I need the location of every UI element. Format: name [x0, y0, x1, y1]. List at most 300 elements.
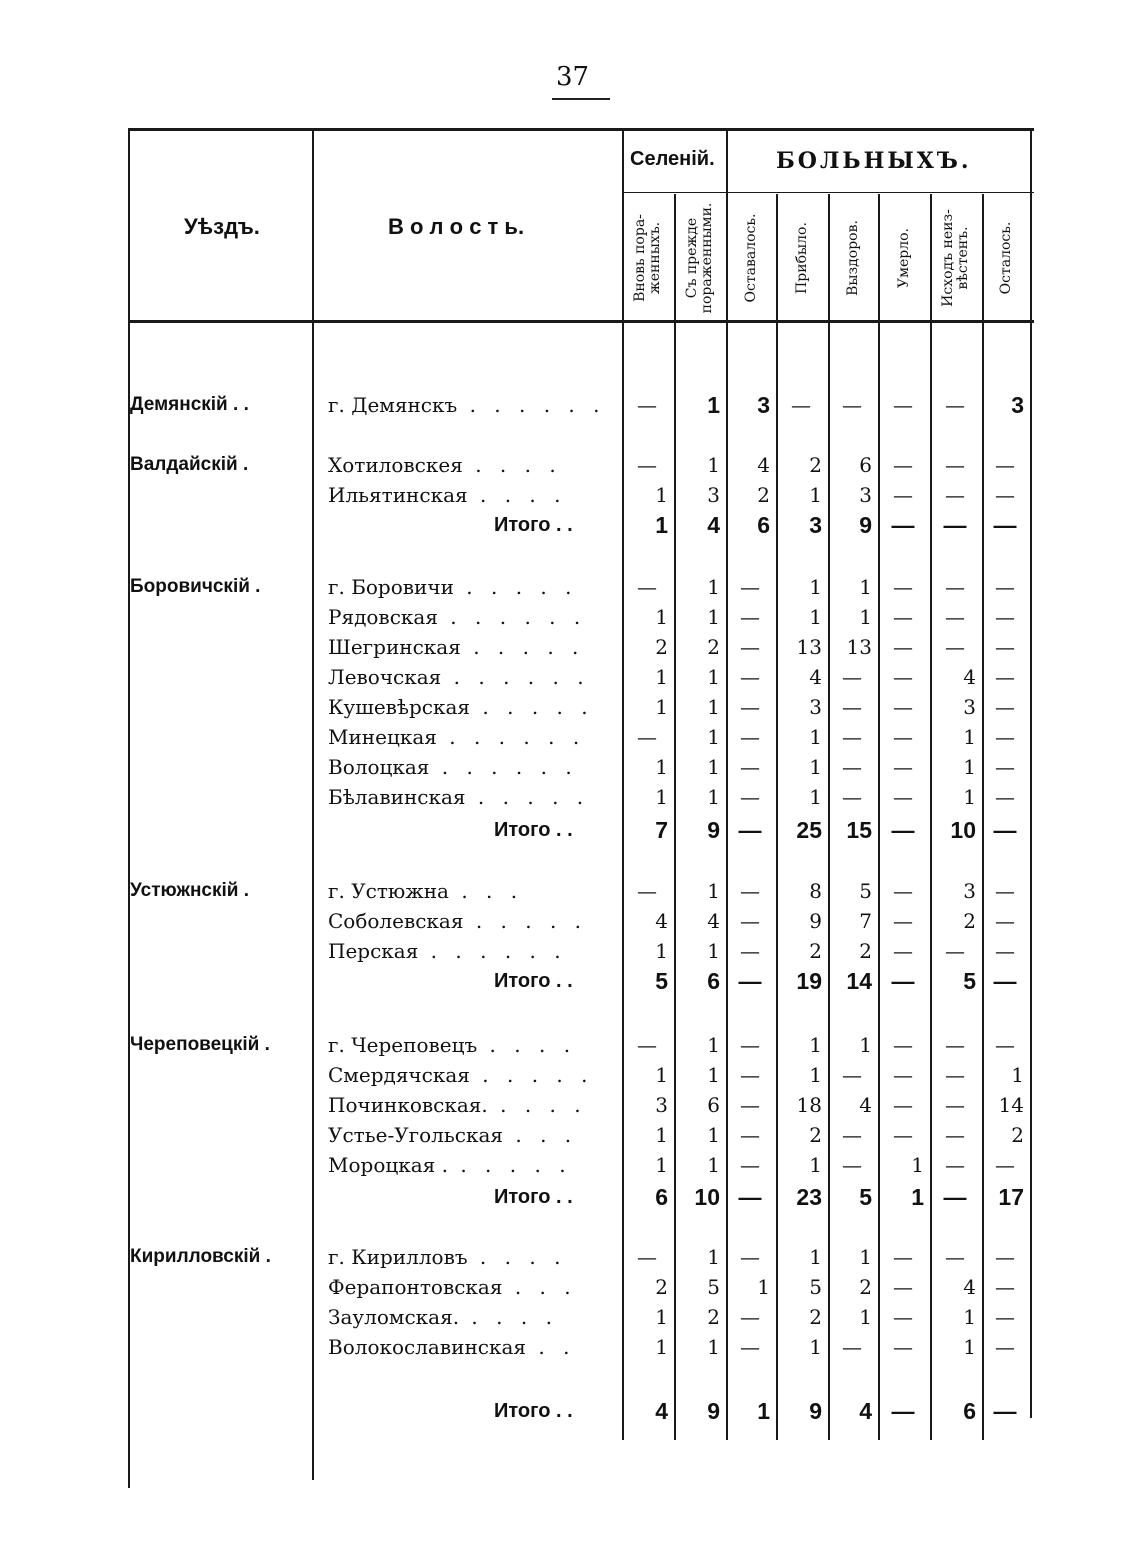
leader-dots: . . . . . . — [429, 755, 578, 779]
volost-name: Зауломская. — [328, 1305, 460, 1329]
table-cell-6: — — [893, 483, 913, 507]
total-cell-4: 9 — [809, 1398, 822, 1424]
total-cell-1: 6 — [655, 1184, 668, 1210]
total-cell-2: 9 — [707, 817, 720, 843]
total-cell-1: 4 — [655, 1398, 668, 1424]
table-cell-6: — — [893, 939, 913, 963]
table-cell-7: 1 — [963, 725, 976, 749]
table-cell-6: — — [893, 575, 913, 599]
table-cell-5: — — [842, 785, 862, 809]
col-sep-1 — [674, 194, 676, 1440]
total-cell-4: 19 — [796, 968, 822, 994]
table-cell-8: — — [995, 483, 1015, 507]
volost-name: г. Боровичи — [328, 575, 454, 599]
volost-name: Волоцкая — [328, 755, 430, 779]
table-cell-7: 2 — [963, 909, 976, 933]
table-cell-7: — — [945, 1123, 965, 1147]
total-cell-6: 1 — [911, 1184, 924, 1210]
table-cell-6: — — [893, 1093, 913, 1117]
table-cell-6: — — [893, 1335, 913, 1359]
volost-name: Починковская. — [328, 1093, 488, 1117]
total-cell-5: 4 — [859, 1398, 872, 1424]
leader-dots: . . . . . — [463, 909, 588, 933]
col-sep-volost — [622, 130, 624, 1440]
table-cell-7: — — [945, 575, 965, 599]
total-cell-6: — — [891, 1398, 915, 1424]
table-cell-8: — — [995, 1033, 1015, 1057]
table-cell-8: — — [995, 635, 1015, 659]
table-cell-8: — — [995, 1153, 1015, 1177]
leader-dots: . . . . . . — [441, 665, 590, 689]
table-cell-4: 4 — [809, 665, 822, 689]
table-cell-6: — — [893, 1245, 913, 1269]
table-cell-7: 1 — [963, 785, 976, 809]
subheader-5: Выздоров. — [844, 220, 861, 296]
volost-cell — [328, 906, 608, 936]
table-cell-4: 1 — [809, 483, 822, 507]
total-cell-8: — — [993, 817, 1017, 843]
table-cell-3: — — [740, 1093, 760, 1117]
table-cell-6: 1 — [911, 1153, 924, 1177]
total-cell-6: — — [891, 817, 915, 843]
table-cell-6: — — [893, 1275, 913, 1299]
total-cell-5: 9 — [859, 512, 872, 538]
table-cell-1: 1 — [655, 1063, 668, 1087]
table-cell-6: — — [893, 909, 913, 933]
col-sep-7 — [982, 194, 984, 1440]
subheader-8: Осталось. — [997, 221, 1014, 295]
volost-cell — [328, 632, 608, 662]
table-cell-8: — — [995, 665, 1015, 689]
table-cell-1: 2 — [655, 1275, 668, 1299]
col-sep-6 — [930, 194, 932, 1440]
table-cell-8: — — [995, 879, 1015, 903]
volost-name: г. Череповецъ — [328, 1033, 478, 1057]
table-cell-8: 2 — [1011, 1123, 1024, 1147]
table-cell-1: 2 — [655, 635, 668, 659]
total-cell-2: 6 — [707, 968, 720, 994]
volost-cell — [328, 1120, 608, 1150]
table-cell-7: — — [945, 393, 965, 417]
table-cell-4: 2 — [809, 453, 822, 477]
table-cell-1: 4 — [655, 909, 668, 933]
col-sep-uezd — [312, 130, 314, 1480]
table-cell-7: 1 — [963, 1305, 976, 1329]
table-cell-1: 1 — [655, 483, 668, 507]
table-cell-3: — — [740, 879, 760, 903]
table-cell-5: 6 — [859, 453, 872, 477]
col-sep-3 — [776, 194, 778, 1440]
table-cell-5: 13 — [846, 635, 872, 659]
total-cell-7: — — [943, 512, 967, 538]
volost-name: Минецкая — [328, 725, 437, 749]
table-cell-4: 2 — [809, 939, 822, 963]
table-cell-5: — — [842, 725, 862, 749]
page-number: 37 — [555, 62, 590, 92]
table-cell-7: — — [945, 939, 965, 963]
volost-name: г. Устюжна — [328, 879, 449, 903]
table-cell-3: — — [740, 1153, 760, 1177]
table-cell-6: — — [893, 1063, 913, 1087]
volost-cell — [328, 572, 608, 602]
table-cell-3: — — [740, 1335, 760, 1359]
leader-dots: . . . . — [459, 1305, 558, 1329]
table-cell-2: 1 — [707, 1063, 720, 1087]
table-cell-3: — — [740, 575, 760, 599]
table-cell-2: 1 — [707, 575, 720, 599]
table-cell-1: 1 — [655, 605, 668, 629]
table-cell-8: — — [995, 909, 1015, 933]
subheader-rule — [622, 192, 1034, 193]
col-sep-2 — [726, 130, 728, 1440]
table-cell-3: — — [740, 725, 760, 749]
table-cell-2: 4 — [707, 909, 720, 933]
table-cell-5: — — [842, 1153, 862, 1177]
table-cell-5: 1 — [859, 605, 872, 629]
table-cell-7: 4 — [963, 665, 976, 689]
table-cell-1: 1 — [655, 1305, 668, 1329]
total-cell-1: 7 — [655, 817, 668, 843]
table-cell-6: — — [893, 755, 913, 779]
total-cell-8: — — [993, 968, 1017, 994]
volost-name: Рядовская — [328, 605, 438, 629]
table-cell-4: 5 — [809, 1275, 822, 1299]
table-cell-8: — — [995, 453, 1015, 477]
table-cell-1: 1 — [655, 1335, 668, 1359]
table-cell-3: 4 — [757, 453, 770, 477]
table-cell-1: 1 — [655, 755, 668, 779]
table-cell-8: — — [995, 1335, 1015, 1359]
table-cell-7: 3 — [963, 695, 976, 719]
right-border — [1030, 128, 1032, 1418]
leader-dots: . . . . — [467, 1245, 567, 1269]
table-cell-7: — — [945, 605, 965, 629]
table-cell-6: — — [893, 695, 913, 719]
table-cell-1: 1 — [655, 785, 668, 809]
table-cell-8: — — [995, 1305, 1015, 1329]
uezd-name: Боровичскій . — [130, 576, 261, 597]
volost-cell — [328, 1060, 608, 1090]
header-volost: В о л о с т ь. — [388, 214, 525, 239]
table-cell-3: 2 — [757, 483, 770, 507]
leader-dots: . . . . . — [470, 695, 594, 719]
table-cell-5: — — [842, 1123, 862, 1147]
leader-dots: . . . . — [462, 453, 562, 477]
subheader-2: Съ прежде пораженными. — [684, 202, 715, 314]
table-cell-4: 9 — [809, 909, 822, 933]
table-cell-2: 5 — [707, 1275, 720, 1299]
header-uezd: Уѣздъ. — [184, 214, 260, 239]
table-cell-2: 1 — [707, 1123, 720, 1147]
total-cell-4: 23 — [796, 1184, 822, 1210]
table-cell-5: — — [842, 1063, 862, 1087]
table-cell-3: — — [740, 695, 760, 719]
table-cell-4: 1 — [809, 785, 822, 809]
table-cell-1: — — [637, 575, 657, 599]
total-cell-5: 14 — [846, 968, 872, 994]
table-cell-5: — — [842, 665, 862, 689]
total-cell-6: — — [891, 512, 915, 538]
total-cell-2: 10 — [694, 1184, 720, 1210]
table-cell-7: — — [945, 1093, 965, 1117]
header-bottom-rule — [128, 320, 1034, 323]
total-cell-3: — — [738, 817, 762, 843]
table-cell-7: — — [945, 635, 965, 659]
table-cell-8: — — [995, 605, 1015, 629]
total-cell-1: 1 — [655, 512, 668, 538]
subheader-4: Прибыло. — [793, 222, 810, 294]
leader-dots: . . . — [448, 879, 524, 903]
total-cell-2: 9 — [707, 1398, 720, 1424]
table-cell-1: — — [637, 879, 657, 903]
table-cell-8: — — [995, 1275, 1015, 1299]
table-cell-6: — — [893, 635, 913, 659]
table-cell-4: 2 — [809, 1123, 822, 1147]
table-cell-5: 5 — [859, 879, 872, 903]
total-cell-8: 17 — [998, 1184, 1024, 1210]
left-border — [128, 128, 130, 1488]
table-cell-4: 2 — [809, 1305, 822, 1329]
table-cell-1: 3 — [655, 1093, 668, 1117]
table-cell-1: — — [637, 453, 657, 477]
table-cell-4: 8 — [809, 879, 822, 903]
uezd-name: Череповецкій . — [130, 1034, 270, 1055]
table-cell-4: 1 — [809, 575, 822, 599]
leader-dots: . . . — [502, 1275, 577, 1299]
table-cell-3: — — [740, 1123, 760, 1147]
table-cell-5: 2 — [859, 1275, 872, 1299]
volost-name: Мороцкая . — [328, 1153, 448, 1177]
volost-cell — [328, 1090, 608, 1120]
table-cell-8: — — [995, 575, 1015, 599]
leader-dots: . . . . — [467, 483, 567, 507]
subheader-6: Умерло. — [895, 227, 912, 289]
itogo-label: Итого . . — [494, 1186, 573, 1208]
total-cell-4: 25 — [796, 817, 822, 843]
table-cell-2: 1 — [707, 939, 720, 963]
leader-dots: . . . . . — [469, 1063, 594, 1087]
volost-name: Ильятинская — [328, 483, 468, 507]
table-cell-8: — — [995, 755, 1015, 779]
table-cell-8: — — [995, 939, 1015, 963]
table-cell-2: 1 — [707, 755, 720, 779]
volost-cell — [328, 1302, 608, 1332]
volost-cell — [328, 936, 608, 966]
total-cell-3: 1 — [757, 1398, 770, 1424]
table-cell-4: 1 — [809, 1153, 822, 1177]
uezd-name: Демянскій . . — [130, 394, 249, 415]
volost-cell — [328, 752, 608, 782]
table-cell-6: — — [893, 453, 913, 477]
table-cell-5: 1 — [859, 575, 872, 599]
total-cell-1: 5 — [655, 968, 668, 994]
col-sep-5 — [878, 194, 880, 1440]
table-cell-5: 1 — [859, 1305, 872, 1329]
volost-name: г. Кирилловъ — [328, 1245, 468, 1269]
table-cell-2: 1 — [707, 1245, 720, 1269]
table-cell-7: — — [945, 453, 965, 477]
table-cell-2: 3 — [707, 483, 720, 507]
uezd-name: Кирилловскій . — [130, 1246, 271, 1267]
total-cell-5: 15 — [846, 817, 872, 843]
table-cell-8: — — [995, 1245, 1015, 1269]
table-cell-8: 3 — [1011, 392, 1024, 418]
table-cell-4: 1 — [809, 1245, 822, 1269]
table-cell-3: — — [740, 635, 760, 659]
itogo-label: Итого . . — [494, 970, 573, 992]
table-cell-6: — — [893, 725, 913, 749]
header-bolnykh: БОЛЬНЫХЪ. — [776, 148, 972, 174]
table-cell-1: — — [637, 1033, 657, 1057]
leader-dots: . . — [526, 1335, 576, 1359]
table-cell-5: — — [842, 695, 862, 719]
volost-cell — [328, 1272, 608, 1302]
volost-cell — [328, 662, 608, 692]
table-cell-2: 1 — [707, 1033, 720, 1057]
subheader-3: Оставалось. — [742, 213, 759, 303]
volost-name: Волокославинская — [328, 1335, 527, 1359]
table-cell-4: 1 — [809, 605, 822, 629]
leader-dots: . . . . . . — [457, 393, 606, 417]
table-cell-5: 1 — [859, 1245, 872, 1269]
itogo-label: Итого . . — [494, 514, 573, 536]
table-cell-3: — — [740, 755, 760, 779]
table-cell-4: 1 — [809, 725, 822, 749]
table-cell-6: — — [893, 879, 913, 903]
table-cell-6: — — [893, 1033, 913, 1057]
table-cell-1: 1 — [655, 1153, 668, 1177]
volost-cell — [328, 782, 608, 812]
volost-cell — [328, 450, 608, 480]
table-cell-3: 1 — [757, 1275, 770, 1299]
table-cell-1: 1 — [655, 1123, 668, 1147]
leader-dots: . . . . . . — [436, 725, 586, 749]
table-cell-2: 6 — [707, 1093, 720, 1117]
volost-name: Смердячская — [328, 1063, 470, 1087]
total-cell-3: — — [738, 1184, 762, 1210]
itogo-label: Итого . . — [494, 1400, 573, 1422]
table-cell-6: — — [893, 1305, 913, 1329]
volost-name: Устье-Угольская — [328, 1123, 504, 1147]
table-cell-1: 1 — [655, 939, 668, 963]
subheader-1: Вновь пора- женныхъ. — [632, 214, 663, 302]
table-cell-2: 1 — [707, 1335, 720, 1359]
table-cell-4: 3 — [809, 695, 822, 719]
leader-dots: . . . . . — [460, 635, 585, 659]
table-cell-4: 1 — [809, 1335, 822, 1359]
table-cell-7: — — [945, 1063, 965, 1087]
table-cell-7: — — [945, 1033, 965, 1057]
table-cell-2: 1 — [707, 605, 720, 629]
table-cell-3: 3 — [757, 392, 770, 418]
total-cell-8: — — [993, 1398, 1017, 1424]
col-sep-4 — [828, 194, 830, 1440]
total-cell-8: — — [993, 512, 1017, 538]
volost-name: Шегринская — [328, 635, 461, 659]
table-cell-7: — — [945, 1153, 965, 1177]
table-cell-1: 1 — [655, 695, 668, 719]
uezd-name: Валдайскій . — [130, 454, 249, 475]
volost-cell — [328, 692, 608, 722]
total-cell-2: 4 — [707, 512, 720, 538]
leader-dots: . . . . . . — [418, 939, 567, 963]
total-cell-7: — — [943, 1184, 967, 1210]
table-cell-2: 1 — [707, 725, 720, 749]
table-cell-7: 1 — [963, 755, 976, 779]
table-cell-1: 1 — [655, 665, 668, 689]
table-cell-8: 1 — [1011, 1063, 1024, 1087]
table-cell-7: — — [945, 1245, 965, 1269]
volost-cell — [328, 876, 608, 906]
volost-name: Хотиловскея — [328, 453, 463, 477]
total-cell-7: 6 — [963, 1398, 976, 1424]
table-cell-5: 2 — [859, 939, 872, 963]
volost-name: Кушевѣрская — [328, 695, 471, 719]
volost-cell — [328, 1242, 608, 1272]
table-cell-4: 1 — [809, 1033, 822, 1057]
total-cell-3: 6 — [757, 512, 770, 538]
table-cell-7: 4 — [963, 1275, 976, 1299]
volost-cell — [328, 390, 608, 420]
table-cell-3: — — [740, 665, 760, 689]
table-cell-5: 7 — [859, 909, 872, 933]
table-cell-5: — — [842, 755, 862, 779]
table-cell-6: — — [893, 605, 913, 629]
table-cell-6: — — [893, 665, 913, 689]
page-number-rule — [552, 98, 610, 100]
volost-name: Ферапонтовская — [328, 1275, 503, 1299]
table-cell-4: — — [791, 393, 811, 417]
table-cell-8: — — [995, 695, 1015, 719]
table-cell-3: — — [740, 939, 760, 963]
table-cell-2: 1 — [707, 453, 720, 477]
table-cell-2: 1 — [707, 1153, 720, 1177]
table-cell-8: — — [995, 725, 1015, 749]
table-cell-2: 1 — [707, 785, 720, 809]
table-top-rule — [128, 128, 1034, 131]
table-cell-4: 18 — [796, 1093, 822, 1117]
table-cell-4: 1 — [809, 1063, 822, 1087]
table-cell-5: 1 — [859, 1033, 872, 1057]
leader-dots: . . . . . — [453, 575, 578, 599]
table-cell-6: — — [893, 393, 913, 417]
volost-name: Левочская — [328, 665, 442, 689]
table-cell-6: — — [893, 1123, 913, 1147]
table-cell-7: 3 — [963, 879, 976, 903]
total-cell-4: 3 — [809, 512, 822, 538]
table-cell-5: 4 — [859, 1093, 872, 1117]
table-cell-5: — — [842, 393, 862, 417]
table-cell-4: 1 — [809, 755, 822, 779]
table-cell-1: — — [637, 725, 657, 749]
volost-cell — [328, 722, 608, 752]
volost-cell — [328, 480, 608, 510]
total-cell-5: 5 — [859, 1184, 872, 1210]
volost-name: Бѣлавинская — [328, 785, 466, 809]
uezd-name: Устюжнскій . — [130, 880, 250, 901]
leader-dots: . . . . . — [465, 785, 590, 809]
table-cell-8: 14 — [998, 1093, 1024, 1117]
volost-name: Перская — [328, 939, 419, 963]
volost-name: г. Демянскъ — [328, 393, 458, 417]
table-cell-3: — — [740, 1063, 760, 1087]
table-cell-1: — — [637, 393, 657, 417]
table-cell-8: — — [995, 785, 1015, 809]
itogo-label: Итого . . — [494, 819, 573, 841]
volost-cell — [328, 1332, 608, 1362]
table-cell-6: — — [893, 785, 913, 809]
volost-cell — [328, 602, 608, 632]
